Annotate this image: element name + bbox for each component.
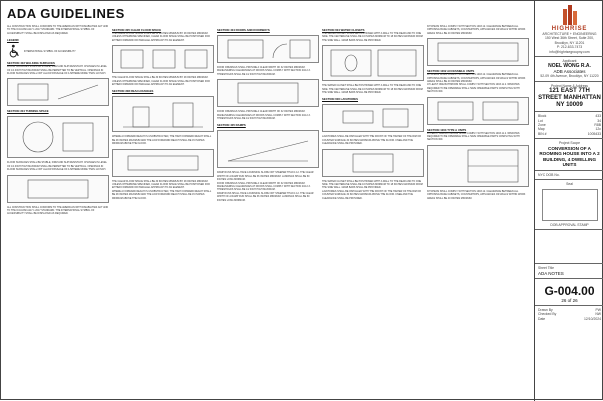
date-value: 12/10/2024 — [584, 316, 601, 321]
info-value: 433 — [595, 114, 601, 119]
sheet-of: 26 of 26 — [561, 297, 578, 303]
seal-box — [542, 189, 598, 221]
turning-space-figure — [7, 116, 109, 158]
symbol-label: INTERNATIONAL SYMBOL OF ACCESSIBILITY — [24, 49, 76, 53]
dob-number-section — [535, 171, 603, 180]
legend-row — [7, 44, 109, 58]
sheet-number-section — [535, 279, 603, 306]
detail-figure — [427, 38, 529, 66]
brand-email: info@highrisegroupny.com — [549, 49, 590, 54]
section-heading: SECTION 308 REACH RANGES — [112, 89, 154, 94]
detail-figure — [7, 78, 109, 106]
section-text: LAVATORIES SHALL BE INSTALLED WITH THE FRONT OF THE HIGHER OF THE RIM OR COUNTER SURFACE 34 INCHES MAXIMUM ABOVE THE FLOOR. KNEE AND TOE CLEARANCE SHALL BE PROVIDED. — [322, 135, 422, 146]
sheet-heading: ADA GUIDELINES — [7, 6, 125, 21]
checked-by: NW — [595, 312, 601, 317]
section-text: DOOR OPENINGS SHALL PROVIDE A CLEAR WIDTH OF 32 INCHES MINIMUM. MANEUVERING CLEARANCES AT DOORS SHALL COMPLY WITH SECTION 404.2.3. THRESHOLDS SHALL BE 1/2 INCH HIGH MAXIMUM. — [217, 110, 311, 121]
section-text: KITCHENS SHALL COMPLY WITH SECTION 1003.12. CLEARANCE BETWEEN ALL OPPOSING BASE CABINETS, COUNTERTOPS, APPLIANCES OR WALLS WITHIN WORK AREAS SHALL BE 40 INCHES MINIMUM. — [427, 73, 526, 84]
applicant-address: 52-09 4th Avenue, Brooklyn, NY 11220 — [540, 74, 599, 79]
detail-figure — [322, 149, 424, 177]
section-text: THE CLEAR FLOOR SPACE SHALL BE 30 INCHES MINIMUM BY 48 INCHES MINIMUM. UNLESS OTHERWISE SPECIFIED, CLEAR FLOOR SPACE SHALL BE POSITIONED FOR EITHER FORWARD OR PARALLEL APPROACH TO AN ELEMENT. — [112, 179, 210, 190]
info-label: Zone — [538, 123, 546, 128]
section-text: AT LEAST ONE BATHROOM SHALL COMPLY WITH SECTION 1003.11.2. WINDOWS REQUIRED TO BE OPERABLE SHALL HAVE OPERABLE PARTS COMPLYING WITH SECTION 309. — [427, 131, 520, 142]
stamp-label: DOB APPROVAL STAMP — [550, 222, 589, 227]
section-text: RAMP RUNS SHALL HAVE A RUNNING SLOPE NOT STEEPER THAN 1:12. THE CLEAR WIDTH OF A RAMP RUN SHALL BE 36 INCHES MINIMUM. LANDINGS SHALL BE 60 INCHES LONG MINIMUM. — [217, 191, 314, 202]
firm-logo-section — [535, 1, 603, 57]
info-value: 12c — [595, 127, 601, 132]
project-scope-section — [535, 139, 603, 171]
seal-label: Seal — [566, 182, 573, 187]
water-closet-figure — [322, 45, 424, 81]
applicant-name: NOEL WONG R.A. — [548, 63, 591, 70]
detail-figure — [112, 149, 214, 177]
section-text: ALL CONSTRUCTION SHALL CONFORM TO THE AMERICAN WITH DISABILITIES ACT AND TO THE ICC/ANSI A117.1 2017 STANDARD. THE INTERNATIONAL SYMBOL OF ACCESSIBILITY SHALL BE DISPLAYED AS REQUIRED. — [7, 205, 109, 216]
section-heading: SECTION 1003 TYPE A UNITS — [427, 127, 467, 132]
info-label: Map — [538, 127, 545, 132]
wheelchair-icon — [7, 44, 21, 58]
sheet-title-label: Sheet Title — [538, 266, 555, 271]
section-text: KITCHENS SHALL COMPLY WITH SECTION 1003.12. CLEARANCE BETWEEN ALL OPPOSING BASE CABINETS, COUNTERTOPS, APPLIANCES OR WALLS WITHIN WORK AREAS SHALL BE 40 INCHES MINIMUM. — [427, 189, 526, 200]
brand-sub: ARCHITECTURE + ENGINEERING — [542, 32, 597, 36]
section-heading: SECTION 403 WALKING SURFACES — [7, 61, 55, 66]
notes-column-4 — [322, 25, 424, 393]
dob-number-label: NYC DOB No. — [538, 173, 560, 178]
section-text: RAMP RUNS SHALL HAVE A RUNNING SLOPE NOT STEEPER THAN 1:12. THE CLEAR WIDTH OF A RAMP RUN SHALL BE 36 INCHES MINIMUM. LANDINGS SHALL BE 60 INCHES LONG MINIMUM. — [217, 171, 314, 182]
section-heading: SECTION 606 LAVATORIES — [322, 97, 359, 102]
info-section — [535, 112, 603, 139]
section-heading: SECTION 304 TURNING SPACE — [7, 109, 49, 114]
applicant-label: Applicant — [562, 59, 577, 64]
project-address: 121 EAST 7TH STREET MANHATTAN NY 10009 — [538, 88, 601, 109]
notes-column-2 — [112, 25, 214, 393]
brand-address: 150 West 36th Street, Suite 200, Brooklyn, NY 11201 — [545, 36, 594, 45]
section-text: THE WATER CLOSET SHALL BE POSITIONED WITH A WALL TO THE REAR AND TO ONE SIDE. THE CENTERLINE SHALL BE 16 INCHES MINIMUM TO 18 INCHES MAXIMUM FROM THE SIDE WALL. GRAB BARS SHALL BE PROVIDED. — [322, 32, 423, 42]
info-value: 34 — [597, 118, 601, 123]
section-text: THE WATER CLOSET SHALL BE POSITIONED WITH A WALL TO THE REAR AND TO ONE SIDE. THE CENTERLINE SHALL BE 16 INCHES MINIMUM TO 18 INCHES MAXIMUM FROM THE SIDE WALL. GRAB BARS SHALL BE PROVIDED. — [322, 179, 423, 190]
section-text: THE CLEAR FLOOR SPACE SHALL BE 30 INCHES MINIMUM BY 48 INCHES MINIMUM. UNLESS OTHERWISE SPECIFIED, CLEAR FLOOR SPACE SHALL BE POSITIONED FOR EITHER FORWARD OR PARALLEL APPROACH TO AN ELEMENT. — [112, 32, 210, 42]
brand-phone: P: 212-633-7473 — [556, 45, 583, 50]
project-title-label: Project Scope — [558, 141, 581, 146]
info-value: R8B — [594, 123, 601, 128]
lavatory-figure — [322, 104, 424, 132]
section-text: THE CLEAR FLOOR SPACE SHALL BE 30 INCHES MINIMUM BY 48 INCHES MINIMUM. UNLESS OTHERWISE SPECIFIED, CLEAR FLOOR SPACE SHALL BE POSITIONED FOR EITHER FORWARD OR PARALLEL APPROACH TO AN ELEMENT. — [112, 76, 210, 87]
section-text: WHERE A FORWARD REACH IS UNOBSTRUCTED, THE HIGH FORWARD REACH SHALL BE 48 INCHES MAXIMUM AND THE LOW FORWARD REACH SHALL BE 15 INCHES MINIMUM ABOVE THE FLOOR. — [112, 189, 212, 200]
info-label: BIN # — [538, 131, 547, 136]
project-label: Project Name & Address — [551, 83, 588, 88]
sheet-number: G-004.00 — [544, 283, 595, 298]
section-text: WHERE A FORWARD REACH IS UNOBSTRUCTED, THE HIGH FORWARD REACH SHALL BE 48 INCHES MAXIMUM AND THE LOW FORWARD REACH SHALL BE 15 INCHES MINIMUM ABOVE THE FLOOR. — [112, 135, 212, 146]
reach-range-figure — [112, 96, 214, 132]
drawing-meta-section — [535, 306, 603, 323]
section-text: KITCHENS SHALL COMPLY WITH SECTION 1003.12. CLEARANCE BETWEEN ALL OPPOSING BASE CABINETS, COUNTERTOPS, APPLIANCES OR WALLS WITHIN WORK AREAS SHALL BE 40 INCHES MINIMUM. — [427, 25, 526, 35]
section-text: DOOR OPENINGS SHALL PROVIDE A CLEAR WIDTH OF 32 INCHES MINIMUM. MANEUVERING CLEARANCES AT DOORS SHALL COMPLY WITH SECTION 404.2.3. THRESHOLDS SHALL BE 1/2 INCH HIGH MAXIMUM. — [217, 181, 311, 192]
section-text: FLOOR SURFACES SHALL BE STABLE, FIRM AND SLIP RESISTANT. CHANGES IN LEVEL OF 1/4 INCH HIGH MAXIMUM SHALL BE PERMITTED TO BE VERTICAL. OPENINGS IN FLOOR SURFACES SHALL NOT ALLOW PASSAGE OF A SPHERE MORE THAN 1/2 INCH. — [7, 65, 107, 76]
info-label: Lot — [538, 118, 543, 123]
unit-plan-figure — [427, 145, 529, 187]
kitchen-figure — [427, 97, 529, 125]
project-section — [535, 82, 603, 112]
highrise-logo-icon — [561, 3, 579, 25]
notes-column-5 — [427, 25, 529, 393]
checked-by-label: Checked By — [538, 312, 557, 317]
section-heading: SECTION 405 RAMPS — [217, 123, 246, 128]
info-label: Block — [538, 114, 547, 119]
clear-floor-figure — [112, 45, 214, 73]
drawn-by: PW — [595, 307, 601, 312]
approval-stamp-area — [535, 230, 603, 264]
detail-figure — [7, 175, 109, 203]
brand-name: HIGHRISE — [551, 26, 588, 32]
notes-column-1 — [7, 25, 109, 393]
drawn-by-label: Drawn By — [538, 307, 553, 312]
sheet-title-section — [535, 264, 603, 278]
notes-column-3 — [217, 25, 319, 393]
section-heading: SECTION 604 WATER CLOSETS — [322, 28, 365, 32]
info-value: 1005433 — [587, 131, 601, 136]
section-text: AT LEAST ONE BATHROOM SHALL COMPLY WITH SECTION 1003.11.2. WINDOWS REQUIRED TO BE OPERABLE SHALL HAVE OPERABLE PARTS COMPLYING WITH SECTION 309. — [427, 83, 520, 94]
notes-area — [7, 25, 529, 395]
section-text: FLOOR SURFACES SHALL BE STABLE, FIRM AND SLIP RESISTANT. CHANGES IN LEVEL OF 1/4 INCH HIGH MAXIMUM SHALL BE PERMITTED TO BE VERTICAL. OPENINGS IN FLOOR SURFACES SHALL NOT ALLOW PASSAGE OF A SPHERE MORE THAN 1/2 INCH. — [7, 161, 107, 172]
section-heading: SECTION 404 DOORS AND DOORWAYS — [217, 28, 270, 32]
applicant-section — [535, 57, 603, 82]
sheet-title: ADA NOTES — [538, 270, 564, 276]
column-text: ALL CONSTRUCTION SHALL CONFORM TO THE AMERICAN WITH DISABILITIES ACT AND TO THE ICC/ANSI A117.1 2017 STANDARD. THE INTERNATIONAL SYMBOL OF ACCESSIBILITY SHALL BE DISPLAYED AS REQUIRED. — [7, 25, 109, 35]
section-text: THE WATER CLOSET SHALL BE POSITIONED WITH A WALL TO THE REAR AND TO ONE SIDE. THE CENTERLINE SHALL BE 16 INCHES MINIMUM TO 18 INCHES MAXIMUM FROM THE SIDE WALL. GRAB BARS SHALL BE PROVIDED. — [322, 84, 423, 95]
seal-section — [535, 180, 603, 230]
project-title: CONVERSION OF A ROOMING HOUSE INTO A 2 BUILDING, 4 DWELLING UNITS — [539, 145, 600, 168]
detail-figure — [217, 79, 319, 107]
date-label: Date — [538, 316, 546, 321]
title-block — [534, 1, 603, 401]
section-heading: SECTION 305 CLEAR FLOOR SPACE — [112, 28, 162, 32]
applicant-firm: ADB Associates — [553, 69, 586, 75]
section-heading: SECTION 1002 ACCESSIBLE UNITS — [427, 69, 475, 74]
section-text: DOOR OPENINGS SHALL PROVIDE A CLEAR WIDTH OF 32 INCHES MINIMUM. MANEUVERING CLEARANCES AT DOORS SHALL COMPLY WITH SECTION 404.2.3. THRESHOLDS SHALL BE 1/2 INCH HIGH MAXIMUM. — [217, 66, 311, 76]
legend-label: LEGEND — [7, 38, 19, 43]
section-text: LAVATORIES SHALL BE INSTALLED WITH THE FRONT OF THE HIGHER OF THE RIM OR COUNTER SURFACE 34 INCHES MAXIMUM ABOVE THE FLOOR. KNEE AND TOE CLEARANCE SHALL BE PROVIDED. — [322, 189, 422, 200]
door-clearance-figure — [217, 35, 319, 63]
ramp-figure — [217, 130, 319, 168]
